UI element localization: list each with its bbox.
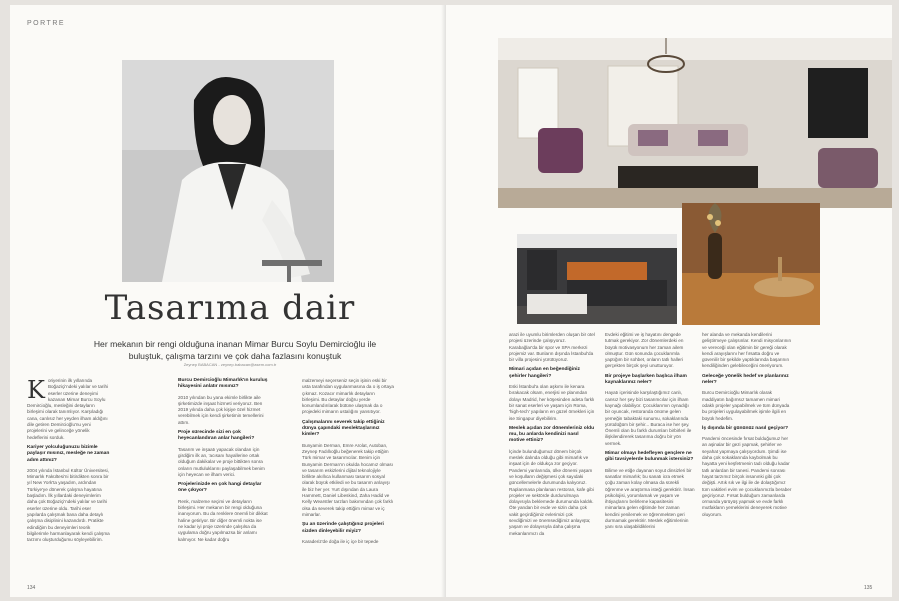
question: Kariyer yolculuğunuzu bizimle paylaşır mısınız, mesleğe ne zaman adım attınız? [27,444,110,463]
article-title: Tasarıma dair [104,288,356,328]
question: Şu an üzerinde çalıştığınız projeleri sizden dinleyebilir miyiz? [302,522,384,534]
living-room-illustration [498,38,892,208]
question: Bir projeye başlarken başlıca ilham kaynaklarınız neler? [605,373,687,386]
portrait-photo [122,60,334,282]
question: Mimari açıdan en beğendiğiniz şehirler hangileri? [509,367,580,379]
question: Meslek açıdan zor dönemleriniz oldu mu, bu anlarda kendinizi nasıl motive ettiniz? [509,425,595,444]
answer: arazi ile uyumlu birimlerden oluşan bir otel projesi üzerinde çalışıyoruz. Karabağlar'da bir spor ve SPA merkezi projemiz var. Bunların dışında İstanbul'da bir villa projesini yürütüyoruz. [509,332,595,363]
text-column-2 [178,378,268,547]
article-lead: Her mekanın bir rengi olduğuna inanan Mimar Burcu Soylu Demircioğlu ile buluştuk, çalışma tarzını ve çok daha fazlasını konuştuk [93,339,377,361]
answer: Bunyamin Derman, Emre Arolat, Autoban, Zeynep Fadıllıoğlu beğenerek takip ettiğim Türk mimar ve tasarımcılar. Benim için Bunyamin Derman'ın okulda hocamız olması ve tasarım eskizlerini dijital teknolojiyle birlikte akıllıca kullanması tasarım sosyal olarak büyük etkiledi ve bu tasarım anlayışı ile biz her yer. Yurt dışından da Laura Hammett, Daniel Libeskind, Zaha Hadid ve Kelly Wearstler tarzları bakımından çok farklı olsa da severek takip ettiğim mimar ve iç mimarlar. [302,442,394,517]
answer: 2010 yılından bu yana ekimle birlikte aile şirketimizde inşaat hizmeti veriyoruz. Ben 2019 yılında daha çok kişiye özel hizmet verebilmek için kendi şirketimin temellerini attım. [178,394,264,425]
intro-text: oriyerinin ilk yıllarında Boğaziçi'ndeki yalılar ve tarihi eserler üzerine deneyimi kazanan Mimar Burcu Soylu Demircioğlu, mesleğini detayların birleşimi olarak tanımlıyor. Karşıladığı cana, canlısız her yeyden ilham aldığını dile getiren Demircioğlu'nu yeni projelerini ve gelinceğe yönelik hedeflerini sorduk. [27,378,109,440]
answer: malzemeyi seçerseniz seçin işinin eski bir usta tarafından uygulanmasına da o iş ortaya çıkmaz. Kozacır mimarlık detayların birleşimi. Bu detaylar doğru yerde konumlandırılarak bütüne ulaşmak da o projedeki mimarın ustalığını yansıtıyor. [302,378,394,415]
answer: İçinde bulunduğumuz dönem birçok meslek dalında olduğu gibi mimarlık ve inşaat için de oldukça zor geçiyor. Pandemi yarılarında, ülke dönemi yaşam ve koşulların değişmesi çok sayıdaki güncellemelerle durumunda kalıyoruz. Raplanmasa planlanan restoran, kafe gibi projeler ve sektörde durdurulmaya dolayısıyla beklemede durumunda kaldık. Öte yandan bir evde ve sizin daha çok vakit geçirdiğimiz evlerimizi çok sevdiğimizi ve önemsediğimiz anlayışta; yaşam ve dolayısıyla daha çalışma mekanlarımızı da [509,448,594,536]
question: Burcu Demircioğlu Mimarlık'ın kuruluş hikayesini anlatır mısınız? [178,378,268,390]
text-column-5 [605,332,695,535]
answer: Karaderiz'de doğa ile iç içe bir tepede [302,538,379,544]
question: Proje sürecinde sizi en çok heyecanlandıran anlar hangileri? [178,430,255,442]
answer: her alanda ve mekanda kendilerini geliştirmeye çalışsınlar. Kendi misyonlarının ve vereceği olan eğitimin bir gereği olarak kendi arayışlarını her fırsatta doğru ve güvenilir bir şekilde yaptıklarında başarının kendiliğinden gelebileceğini öneriyorum. [702,332,792,369]
question: Mimar olmayı hedefleyen gençlere ne gibi tavsiyelerde bulunmak istersiniz? [605,451,694,463]
answer: Renk, malzeme seçimi ve detayların birleşimi. Her mekanın bir rengi olduğuna inanıyorum. Bu da renklere önemli bir dikkat haline getiriyor. Bir diğer önemli nokta ise ne kadar iyi proje üzerinde çalışılsa da uygulama doğru yapılmazsa bir anlamı kalmıyor. Ne kadar doğru [178,498,268,542]
bathroom-photo [682,203,820,325]
page-number-right: 135 [864,585,873,591]
section-label: PORTRE [27,20,66,27]
page-number-left: 134 [27,585,36,591]
question: İş dışında bir gününüz nasıl geçiyor? [702,425,789,431]
kitchen-photo [517,234,677,324]
text-column-3 [302,378,394,549]
question: Geleceğe yönelik hedef ve planlarınız neler? [702,373,789,386]
answer: Pandemi öncesinde fırsat bulduğumuz her an aşinalar bir gezi yapmak, şehirler ve seyahat yapmaya çalışıyordum. Şimdi ise daha çok sokaklarında kaybolmak bu hayatta yeni keşfetmenin tadı olduğu kadar tatlı anlardan bir tanesi. Pandemi sonrası hayat tarzımız birçok insanınki gibi çok değişti. Artık sık ve ilgi ile de dolaştığımız tüm vakitleri evim ve çocuklarımızla beraber geçiriyoruz. Fırsat bulduğum zamanlarda ormanda yürüyüş yapmak ve evde farklı mutfakların yemeklerini deneyerek motive oluyorum. [702,436,792,517]
text-column-4 [509,332,595,541]
answer: Burcu Demircioğlu Mimarlık olarak maddiyatın bağımsız tamamen mimari odaklı projeler yapabilmek ve tüm dünyada bu projeleri uygulayabilmek işimle ilgili en büyük hedefim. [702,390,790,421]
text-column-1 [27,378,111,547]
answer: Evdeki eğitimi ve iş hayatını dengede tutmak gerekiyor. Zor dönemlerdeki en büyük motivasyonum her zaman ailem olmuştur. Gün sonunda çocuklarımla yaptığım bir sohbet, onların tatlı halleri gerçekten birçok şeyi unutturuyor. [605,332,684,369]
question: Projelerinizde en çok hangi detaylar öne çıkıyor? [178,482,262,494]
right-page [446,5,892,597]
kitchen-illustration [517,234,677,324]
text-column-6 [702,332,792,522]
living-room-photo [498,38,892,208]
drop-cap: K [27,376,45,404]
answer: Tasarım ve inşaatı yapacak olandan için girdiğim ilk an, 'acısanı hayallerine ortak olduğum dakikalar ve proje bittikten sonra onların mutluluklarını paylaşabilmek benim için heyecan ve ilham verici. [178,446,265,477]
bathroom-illustration [682,203,820,325]
answer: Eski İstanbul'a olan aşkımı ile kenara bırakacak olsam, enerjisi ve planından dolayı Madrid, her köşesinden adeta farklı bir sanat eserleri ve yaşam için Roma, 'high-tech' yapıların en güzel örnekleri için ise Singapur diyebilirim. [509,384,595,421]
left-page [10,5,446,597]
answer: Hayatı içerisinde karşılaştığımız canlı, cansız her şey bizi tasarımcılar için ilham kaynağı olabiliyor. Çocuklarımın oynadığı bir oyuncak, restoranda önüme gelen yemeğin tabaktaki sunumu, sokaklarında yürüdüğüm bir şehir... Buraca ise her şey. Önemli olan bu farklı durumları birbirleri ile ilişkilendirerek tasarıma doğru bir yön vermek. [605,390,692,446]
byline: Zeynep BABACAN - zeynep.babacan@asem.com.tr [183,362,277,367]
answer: 2004 yılında İstanbul Kültür Üniversitesi, Mimarlık Fakültesi'ni bitirdikten sonra bir yıl New York'ta yaşadım, ardından Türkiye'ye dönerek çalışma hayatına başladım. İlk yıllardaki deneyimlerim daha çok Boğaziçi'ndeki yalılar ve tarihi eserler üzerine oldu. Tarihi eser yapılarda çalışmak bana daha detaylı çalışma disiplinini kazandırdı. Pratikte edindiğim bu deneyimleri teorik bilgilerimle harmanlayarak kendi çalışma tarzımı oluşturduğumu söyleyebilirim. [27,467,110,543]
question: Çalışmalarını severek takip ettiğiniz dünya çapındaki meslektaşlarınız kimler? [302,419,385,438]
answer: Bilime ve etiğe dayanan soyut dinsizleri bir sanatlar mimarlık; bu sanatı icra etmek çoğu zaman kolay olmasa da sürekli öğrenme ve araştırma isteği gerektirir. İnsan psikolojisi, yorumlamak ve yaşam ve ihtiyaçlarını belirleme kapasitesini mimarlara gelen eğitimde her zaman kendini yenilemek ve öğrenmekten geri durmamak gerektirir. Meslek eğitimlerinin yanı sıra ulaşabildiklerini [605,467,695,530]
portrait-illustration [122,60,334,282]
